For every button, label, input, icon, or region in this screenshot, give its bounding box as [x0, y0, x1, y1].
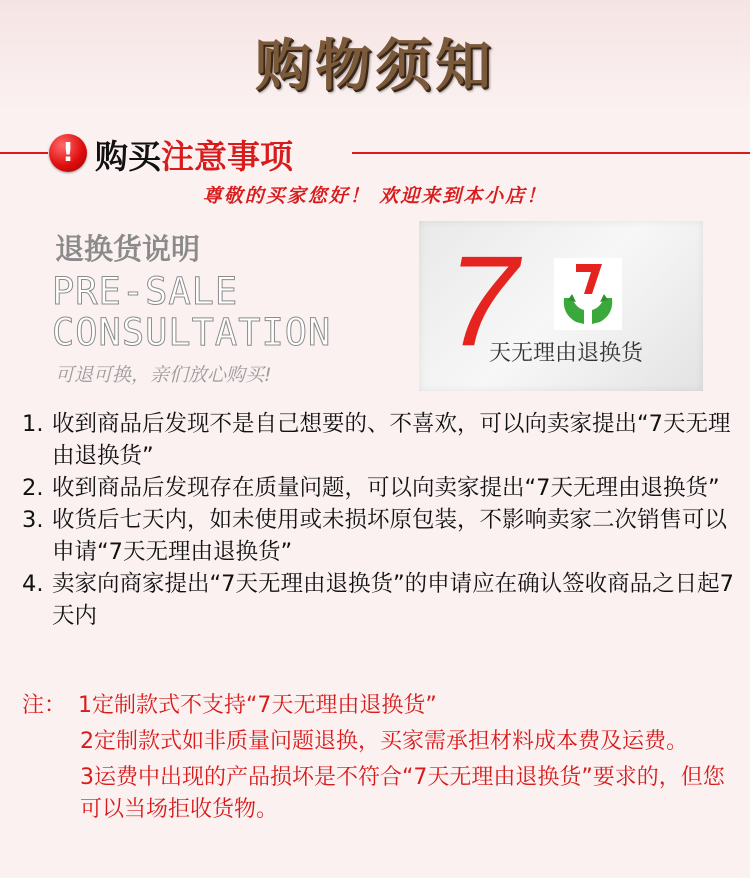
- list-item: [22, 568, 734, 632]
- note-item: [22, 762, 734, 826]
- list-item-number: 1.: [22, 411, 44, 437]
- list-item-number: 4.: [22, 571, 44, 597]
- list-item-text: 收货后七天内，如未使用或未损坏原包装，不影响卖家二次销售可以申请“7天无理由退换货”: [52, 507, 728, 565]
- section-title-red: 注意事项: [161, 137, 293, 176]
- exclamation-circle-icon: !: [49, 134, 87, 172]
- return-policy-title: 退换货说明: [55, 232, 201, 266]
- badge-number: 7: [447, 230, 519, 373]
- note-text: 2定制款式如非质量问题退换，买家需承担材料成本费及运费。: [80, 729, 688, 754]
- list-item: [22, 408, 734, 472]
- list-item-text: 卖家向商家提出“7天无理由退换货”的申请应在确认签收商品之日起7天内: [52, 571, 734, 629]
- greeting-text: 尊敬的买家您好！ 欢迎来到本小店！: [202, 185, 548, 207]
- return-policy-subtitle: 可退可换，亲们放心购买!: [55, 364, 272, 386]
- list-item-text: 收到商品后发现不是自己想要的、不喜欢，可以向卖家提出“7天无理由退换货”: [52, 411, 731, 469]
- list-item-number: 2.: [22, 475, 44, 501]
- divider-right: [352, 152, 750, 154]
- badge-text: 天无理由退换货: [489, 341, 644, 366]
- seven-hands-logo-icon: [554, 258, 622, 330]
- consultation-text: CONSULTATION: [52, 311, 332, 354]
- pre-sale-text: PRE-SALE: [52, 270, 239, 313]
- note-text: 1定制款式不支持“7天无理由退换货”: [78, 693, 437, 718]
- section-title-black: 购买: [95, 137, 161, 176]
- divider-left: [0, 152, 48, 154]
- notes-block: [22, 690, 734, 826]
- note-text: 3运费中出现的产品损坏是不符合“7天无理由退换货”要求的，但您可以当场拒收货物。: [80, 765, 725, 822]
- note-item: [22, 690, 734, 722]
- notes-label: 注：: [22, 693, 67, 718]
- list-item: [22, 472, 734, 504]
- page-title: 购物须知: [255, 33, 495, 99]
- list-item: [22, 504, 734, 568]
- note-item: [22, 726, 734, 758]
- list-item-number: 3.: [22, 507, 44, 533]
- list-item-text: 收到商品后发现存在质量问题，可以向卖家提出“7天无理由退换货”: [52, 475, 720, 501]
- section-title: [95, 131, 293, 178]
- terms-list: [22, 408, 734, 632]
